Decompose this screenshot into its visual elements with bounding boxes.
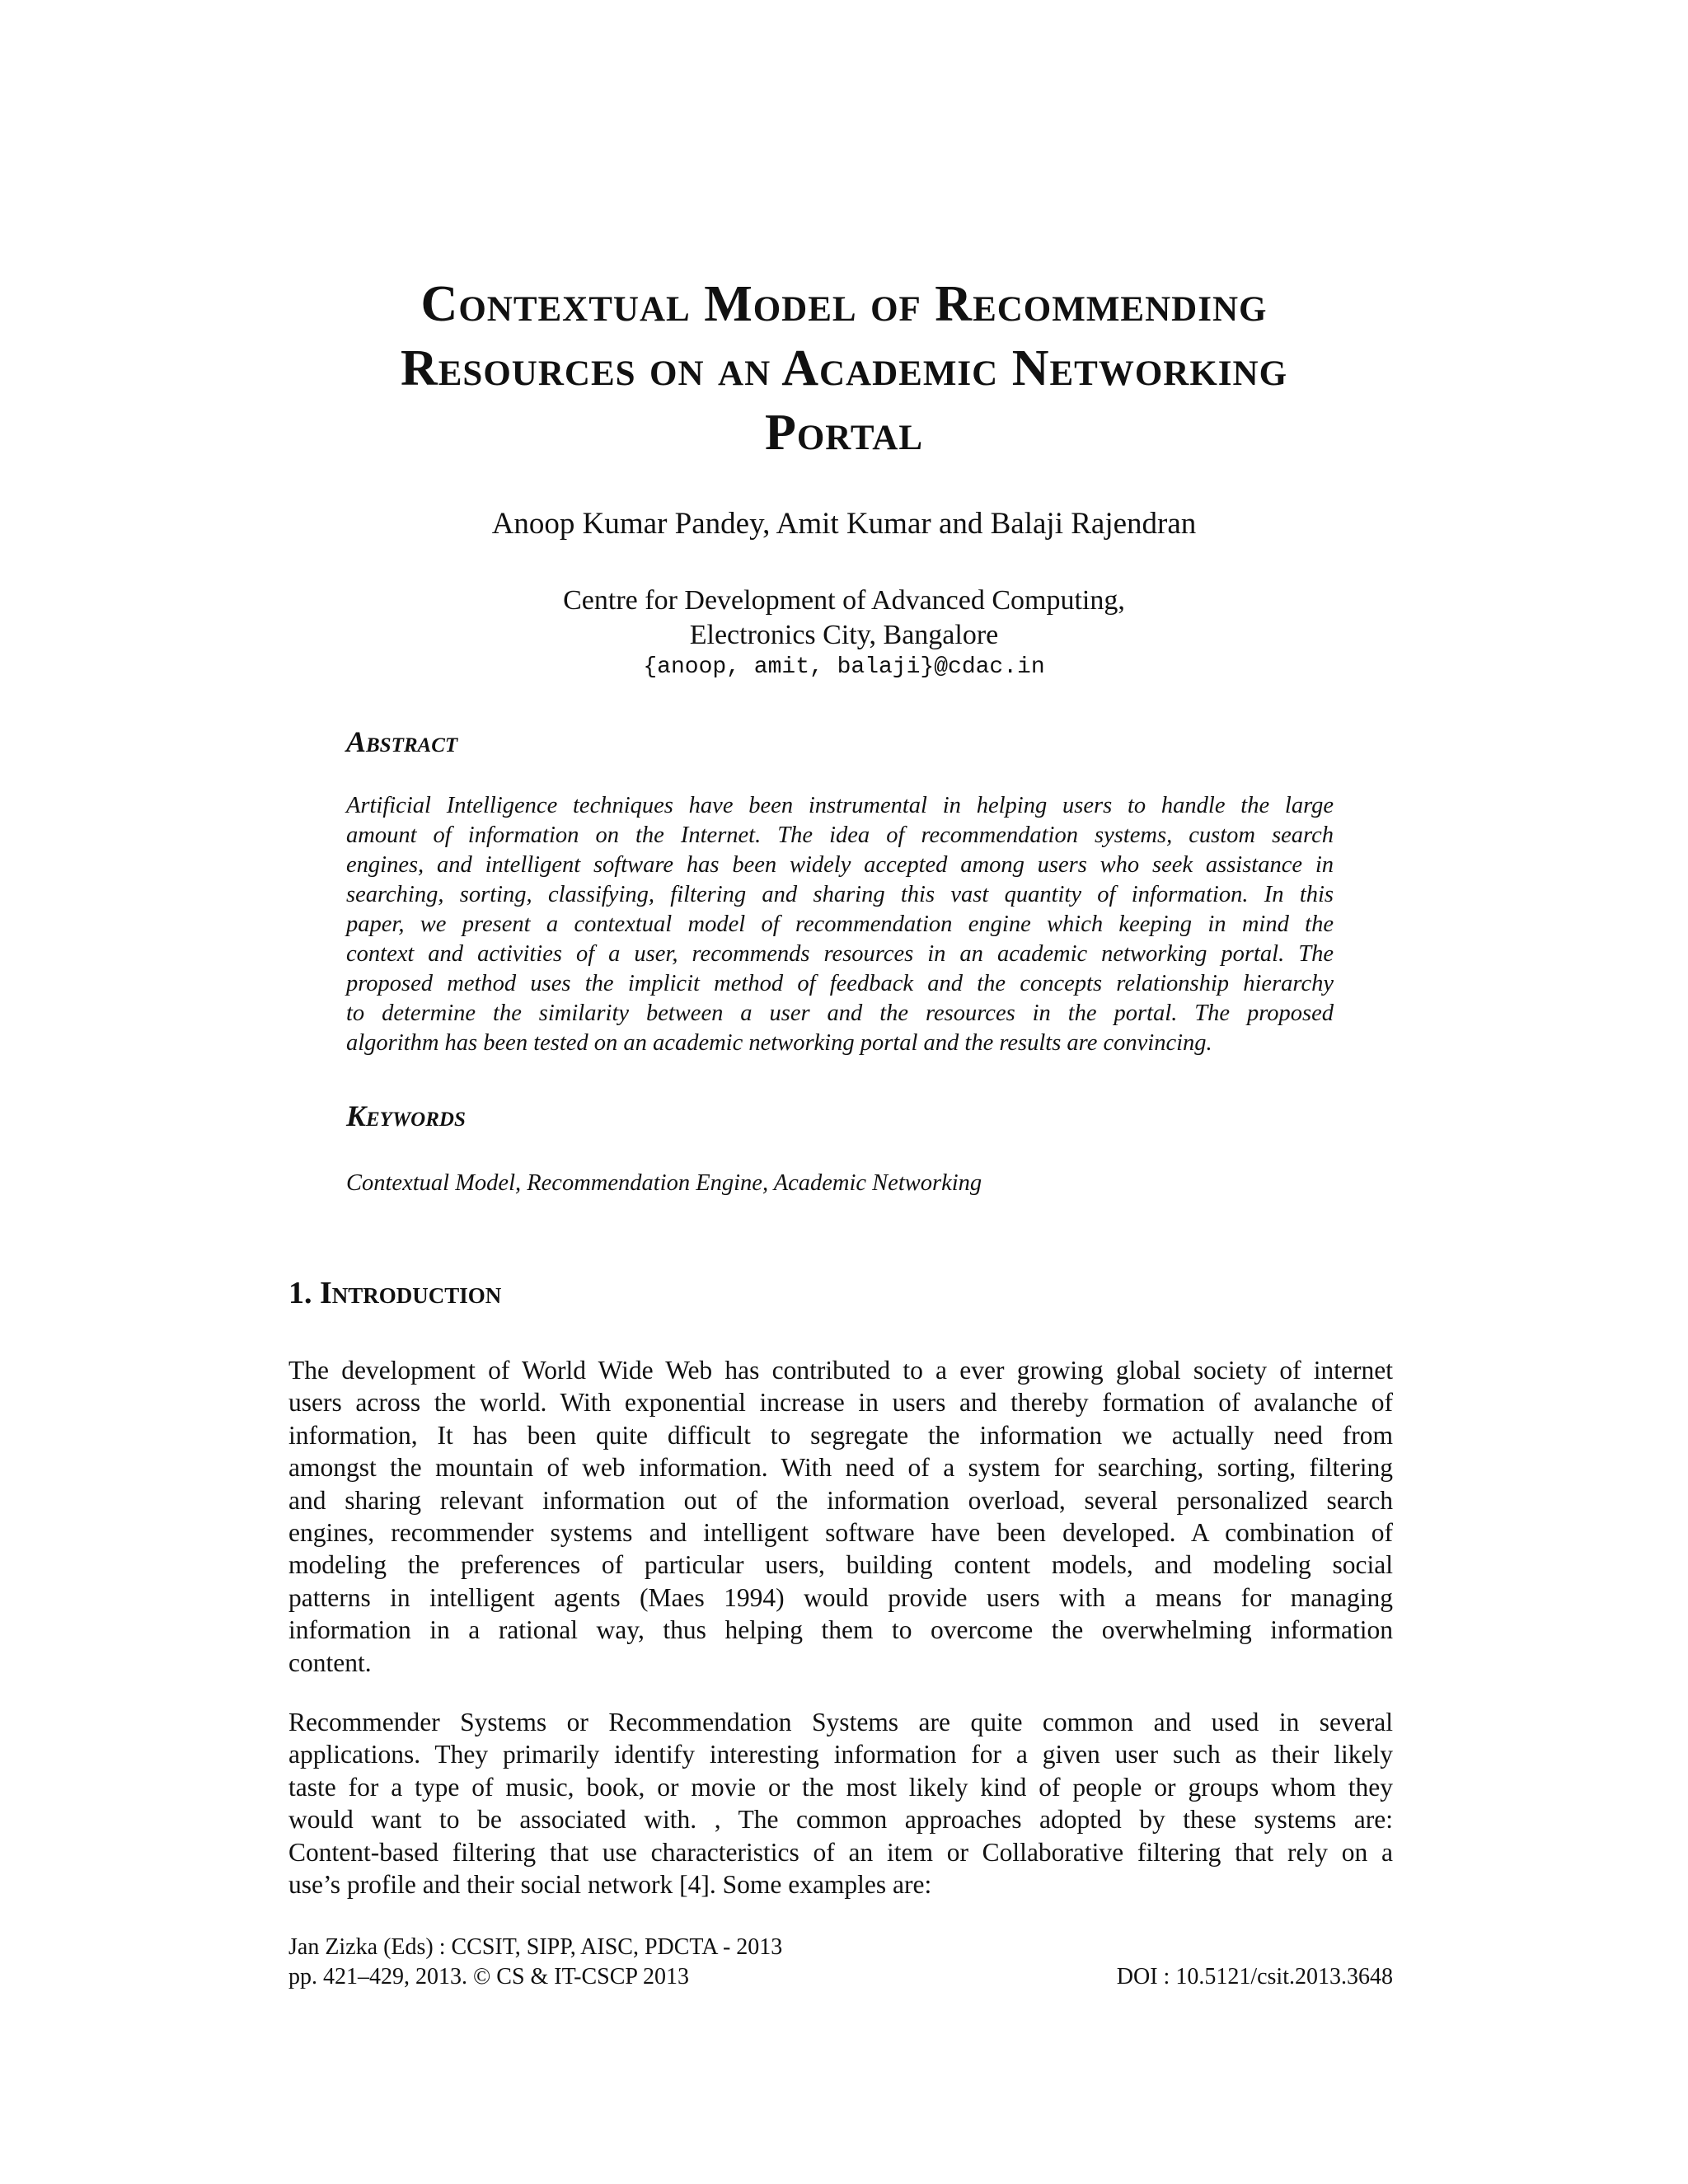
- body-line: content.: [288, 1647, 372, 1677]
- affiliation: [247, 583, 1441, 653]
- affiliation-line: Centre for Development of Advanced Computing,: [563, 585, 1125, 616]
- introduction-paragraph-2: [288, 1706, 1393, 1900]
- body-line: use’s profile and their social network [4]. Some examples are:: [288, 1870, 932, 1900]
- author-list: Anoop Kumar Pandey, Amit Kumar and Balaji Rajendran: [491, 507, 1197, 541]
- footer-line: pp. 421–429, 2013. © CS & IT-CSCP 2013: [288, 1964, 689, 1990]
- abstract-text: [346, 791, 1334, 1058]
- body-line: patterns in intelligent agents (Maes 1994) would provide users with a means for managing: [288, 1582, 1393, 1612]
- introduction-heading: 1. Introduction: [288, 1276, 502, 1310]
- body-line: amongst the mountain of web information. With need of a system for searching, sorting, filtering: [288, 1453, 1393, 1483]
- body-line: modeling the preferences of particular users, building content models, and modeling social: [288, 1550, 1393, 1580]
- affiliation-line: Electronics City, Bangalore: [689, 620, 999, 650]
- abstract-line: context and activities of a user, recommends resources in an academic networking portal. The: [346, 941, 1334, 967]
- title-line: Portal: [764, 405, 924, 461]
- title-line: Resources on an Academic Networking: [400, 340, 1288, 396]
- abstract-line: Artificial Intelligence techniques have been instrumental in helping users to handle the large: [346, 793, 1334, 818]
- abstract-line: engines, and intelligent software has been widely accepted among users who seek assistance in: [346, 852, 1334, 878]
- body-line: applications. They primarily identify interesting information for a given user such as their likely: [288, 1740, 1393, 1769]
- abstract-line: proposed method uses the implicit method of feedback and the concepts relationship hierarchy: [346, 971, 1334, 996]
- abstract-line: algorithm has been tested on an academic networking portal and the results are convincing.: [346, 1030, 1212, 1056]
- body-line: and sharing relevant information out of the information overload, several personalized search: [288, 1485, 1393, 1515]
- abstract-heading: Abstract: [346, 725, 458, 758]
- body-line: The development of World Wide Web has contributed to a ever growing global society of internet: [288, 1356, 1393, 1385]
- abstract-line: paper, we present a contextual model of recommendation engine which keeping in mind the: [346, 912, 1334, 937]
- body-line: users across the world. With exponential increase in users and thereby formation of avalanche of: [288, 1388, 1393, 1418]
- footer-citation: [288, 1933, 782, 1992]
- abstract-line: amount of information on the Internet. The idea of recommendation systems, custom search: [346, 823, 1334, 848]
- keywords-text: Contextual Model, Recommendation Engine, Academic Networking: [346, 1170, 982, 1196]
- body-line: taste for a type of music, book, or movie or the most likely kind of people or groups whom they: [288, 1772, 1393, 1802]
- introduction-paragraph-1: [288, 1354, 1393, 1679]
- abstract-line: to determine the similarity between a user and the resources in the portal. The proposed: [346, 1001, 1334, 1026]
- body-line: information, It has been quite difficult to segregate the information we actually need from: [288, 1420, 1393, 1450]
- footer-doi: DOI : 10.5121/csit.2013.3648: [1116, 1964, 1393, 1990]
- body-line: would want to be associated with. , The common approaches adopted by these systems are:: [288, 1805, 1393, 1835]
- author-emails: {anoop, amit, balaji}@cdac.in: [643, 654, 1045, 680]
- body-line: Recommender Systems or Recommendation Systems are quite common and used in several: [288, 1708, 1393, 1736]
- body-line: Content-based filtering that use characteristics of an item or Collaborative filtering that rely on a: [288, 1837, 1393, 1867]
- body-line: engines, recommender systems and intelligent software have been developed. A combination of: [288, 1518, 1393, 1548]
- keywords-heading: Keywords: [346, 1099, 466, 1132]
- paper-title: [247, 272, 1441, 465]
- body-line: information in a rational way, thus helping them to overcome the overwhelming information: [288, 1615, 1393, 1645]
- abstract-line: searching, sorting, classifying, filtering and sharing this vast quantity of information. In this: [346, 882, 1334, 907]
- title-line: Contextual Model of Recommending: [420, 276, 1268, 332]
- footer-line: Jan Zizka (Eds) : CCSIT, SIPP, AISC, PDCTA - 2013: [288, 1934, 783, 1960]
